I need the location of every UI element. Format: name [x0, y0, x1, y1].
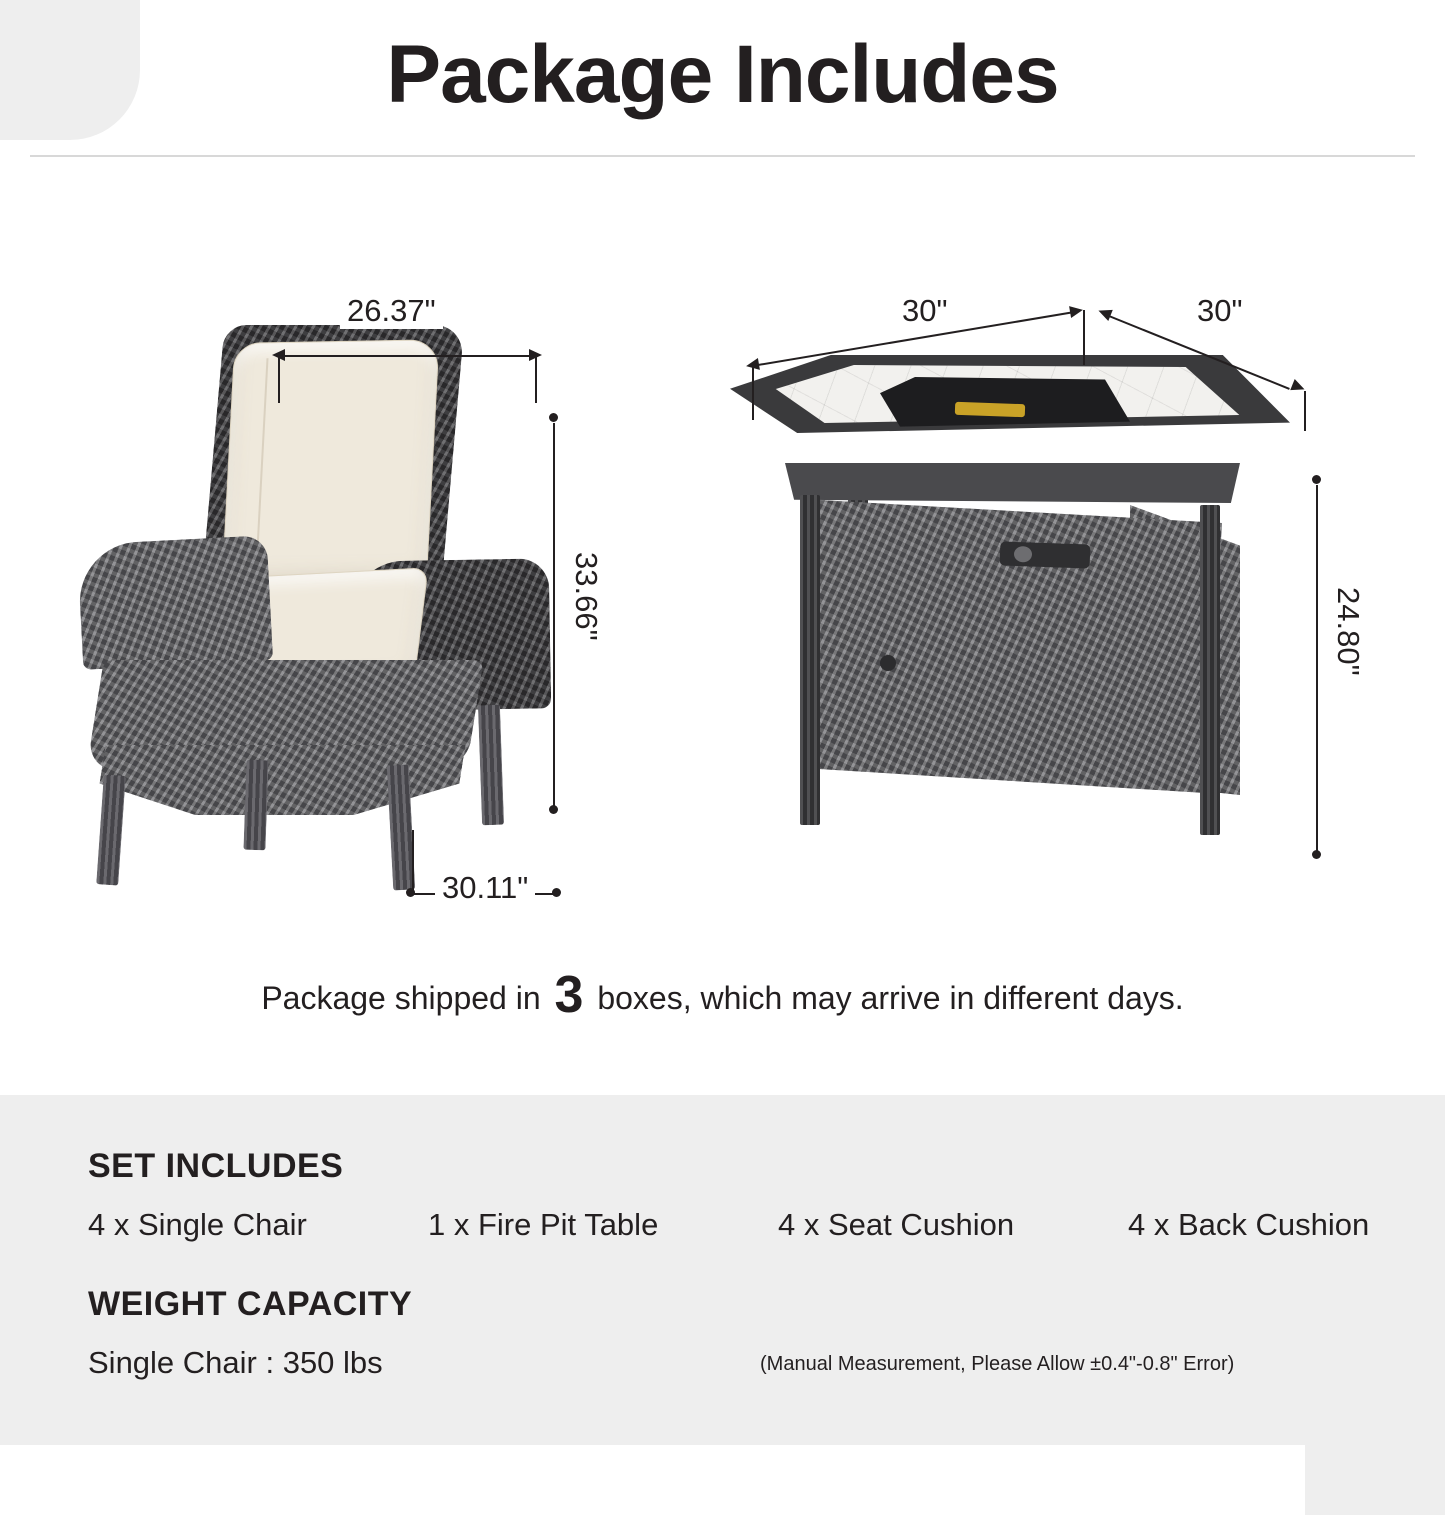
- table-width-arrow-right: [1069, 304, 1084, 318]
- table-width-label: 30": [895, 293, 955, 329]
- chair-height-endpoint-bottom: [549, 805, 558, 814]
- weight-capacity-value: Single Chair : 350 lbs: [88, 1345, 383, 1380]
- table-width-extension-left: [752, 365, 754, 420]
- list-item: 4 x Back Cushion: [1128, 1207, 1370, 1242]
- chair-depth-label: 30.11": [435, 870, 535, 906]
- list-item: 1 x Fire Pit Table: [428, 1207, 659, 1242]
- table-leg-front-right: [1200, 505, 1220, 835]
- table-side-knob: [880, 655, 896, 671]
- product-figures: [0, 185, 1445, 905]
- table-height-dimension-line: [1316, 485, 1318, 855]
- table-depth-arrow-left: [1096, 305, 1113, 321]
- title-divider: [30, 155, 1415, 157]
- table-front-panel: [802, 493, 1222, 793]
- set-includes-list: [88, 1207, 1388, 1243]
- chair-depth-endpoint-right: [552, 888, 561, 897]
- fire-pit-table-figure: [700, 293, 1400, 965]
- table-apron: [785, 463, 1240, 503]
- page-title: Package Includes: [386, 29, 1059, 120]
- chair-illustration: [60, 305, 560, 885]
- details-panel: [0, 1095, 1445, 1445]
- table-height-endpoint-top: [1312, 475, 1321, 484]
- table-height-label: 24.80": [1330, 580, 1366, 683]
- fire-pit-table-illustration: [730, 355, 1290, 885]
- table-depth-extension-right: [1304, 391, 1306, 431]
- chair-height-label: 33.66": [568, 545, 604, 648]
- table-depth-label: 30": [1190, 293, 1250, 329]
- chair-depth-extension: [412, 830, 414, 895]
- chair-width-extension-right: [535, 355, 537, 403]
- chair-height-dimension-line: [553, 423, 555, 813]
- chair-figure: [40, 245, 660, 905]
- chair-leg-back-right: [478, 705, 504, 826]
- table-height-endpoint-bottom: [1312, 850, 1321, 859]
- shipping-note-prefix: Package shipped in: [261, 980, 541, 1016]
- table-control-knob: [1000, 541, 1091, 568]
- weight-capacity-heading: WEIGHT CAPACITY: [88, 1285, 413, 1323]
- table-burner-slot: [955, 402, 1025, 417]
- set-includes-heading: SET INCLUDES: [88, 1147, 344, 1185]
- table-leg-front-left: [800, 495, 820, 825]
- chair-leg-front-left: [96, 774, 126, 885]
- shipping-note: [0, 965, 1445, 1025]
- shipping-note-suffix: boxes, which may arrive in different days.: [597, 980, 1184, 1016]
- list-item: 4 x Single Chair: [88, 1207, 307, 1242]
- shipping-box-count: 3: [554, 966, 584, 1024]
- chair-leg-back-left: [243, 760, 268, 851]
- chair-depth-endpoint-left: [406, 888, 415, 897]
- chair-width-label: 26.37": [340, 293, 443, 329]
- chair-width-dimension-line: [278, 355, 536, 357]
- list-item: 4 x Seat Cushion: [778, 1207, 1015, 1242]
- chair-left-armrest: [77, 535, 273, 670]
- chair-height-endpoint-top: [549, 413, 558, 422]
- chair-width-extension-left: [278, 355, 280, 403]
- table-width-extension-right: [1083, 310, 1085, 365]
- measurement-disclaimer: (Manual Measurement, Please Allow ±0.4"-0.8" Error): [760, 1353, 1235, 1375]
